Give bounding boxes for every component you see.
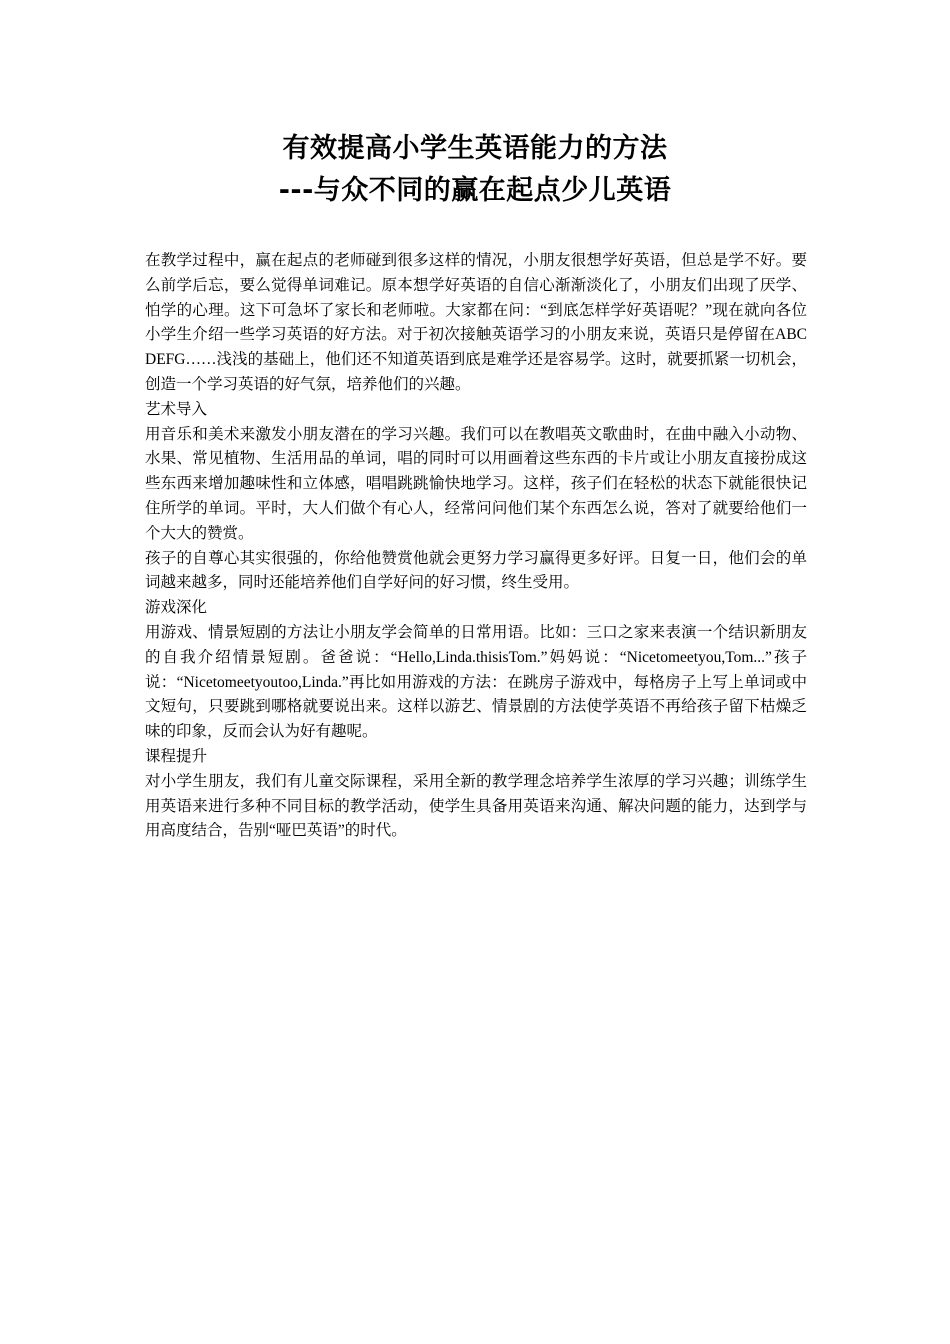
games-paragraph: 用游戏、情景短剧的方法让小朋友学会简单的日常用语。比如：三口之家来表演一个结识新朋友的自我介绍情景短剧。爸爸说：“Hello,Linda.thisisTom.”妈妈说：“Nicetomeetyou,Tom...”孩子说：“Nicetomeetyoutoo,Linda.”再比如用游戏的方法：在跳房子游戏中，每格房子上写上单词或中文短句，只要跳到哪格就要说出来。这样以游艺、情景剧的方法使学英语不再给孩子留下枯燥乏味的印象，反而会认为好有趣呢。 bbox=[145, 623, 807, 741]
section-heading-course: 课程提升 bbox=[145, 747, 208, 765]
intro-paragraph: 在教学过程中，赢在起点的老师碰到很多这样的情况，小朋友很想学好英语，但总是学不好。要么前学后忘，要么觉得单词难记。原本想学好英语的自信心渐渐淡化了，小朋友们出现了厌学、怕学的心理。这下可急坏了家长和老师啦。大家都在问：“到底怎样学好英语呢？”现在就向各位小学生介绍一些学习英语的好方法。对于初次接触英语学习的小朋友来说，英语只是停留在ABCDEFG……浅浅的基础上，他们还不知道英语到底是难学还是容易学。这时，就要抓紧一切机会，创造一个学习英语的好气氛，培养他们的兴趣。 bbox=[145, 252, 807, 393]
document-body bbox=[145, 249, 807, 844]
title-line-main: 有效提高小学生英语能力的方法 bbox=[282, 133, 668, 164]
course-paragraph: 对小学生朋友，我们有儿童交际课程，采用全新的教学理念培养学生浓厚的学习兴趣；训练学生用英语来进行多种不同目标的教学活动，使学生具备用英语来沟通、解决问题的能力，达到学与用高度结合，告别“哑巴英语”的时代。 bbox=[145, 772, 807, 840]
section-heading-games: 游戏深化 bbox=[145, 599, 208, 617]
section-heading-art: 艺术导入 bbox=[145, 400, 208, 418]
title-line-subtitle: ---与众不同的赢在起点少儿英语 bbox=[278, 175, 672, 206]
art-paragraph: 用音乐和美术来激发小朋友潜在的学习兴趣。我们可以在教唱英文歌曲时，在曲中融入小动物、水果、常见植物、生活用品的单词，唱的同时可以用画着这些东西的卡片或让小朋友直接扮成这些东西来增加趣味性和立体感，唱唱跳跳愉快地学习。这样，孩子们在轻松的状态下就能很快记住所学的单词。平时，大人们做个有心人，经常问问他们某个东西怎么说，答对了就要给他们一个大大的赞赏。 bbox=[145, 425, 807, 542]
document-title bbox=[0, 128, 950, 212]
self-esteem-paragraph: 孩子的自尊心其实很强的，你给他赞赏他就会更努力学习赢得更多好评。日复一日，他们会的单词越来越多，同时还能培养他们自学好问的好习惯，终生受用。 bbox=[145, 549, 807, 592]
